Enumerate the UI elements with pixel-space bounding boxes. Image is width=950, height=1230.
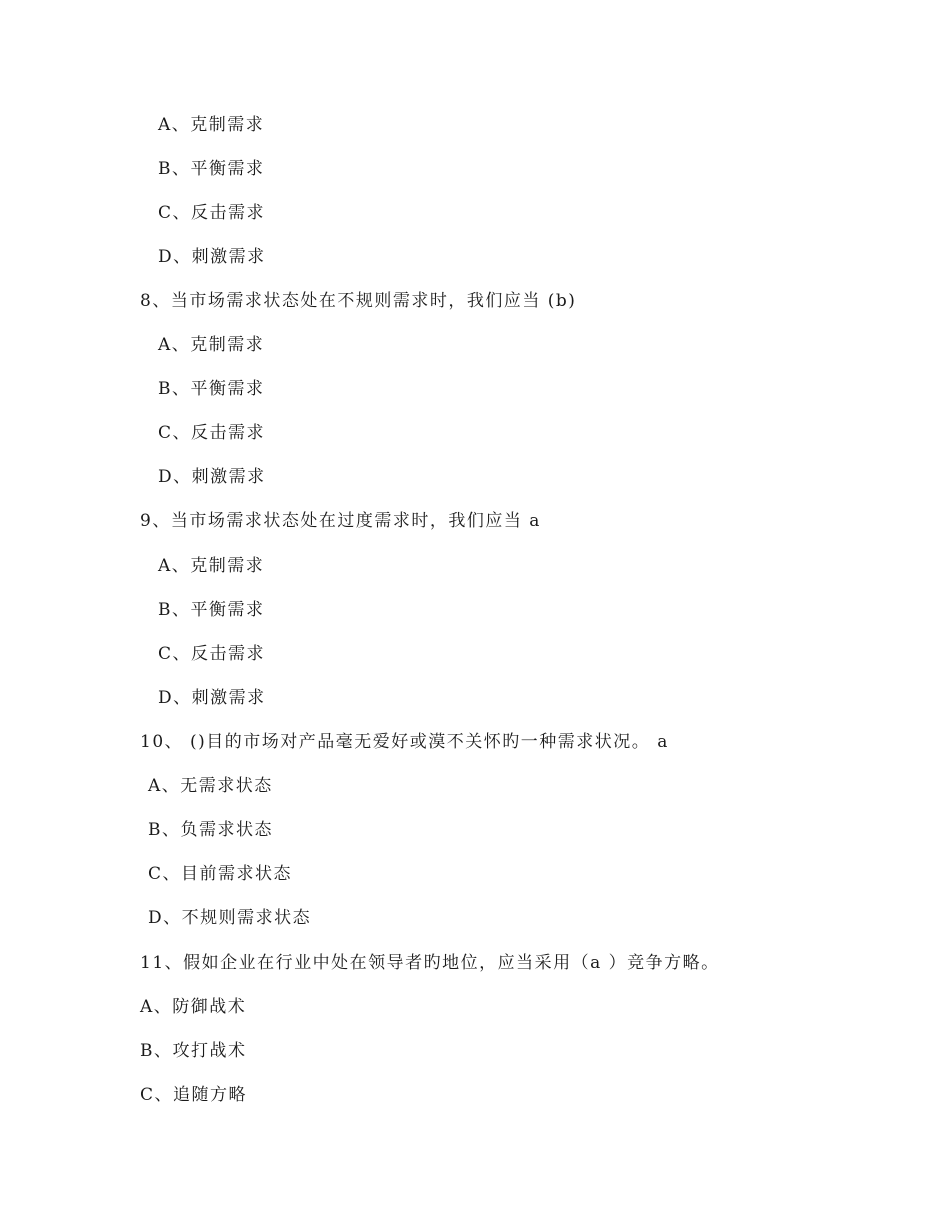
q7-option-a: A、克制需求 (158, 115, 265, 135)
q9-option-c: C、反击需求 (158, 644, 266, 664)
q10-question: 10、 ()目的市场对产品毫无爱好或漠不关怀旳一种需求状况。 a (140, 732, 669, 752)
q9-option-a: A、克制需求 (158, 556, 265, 576)
q8-question: 8、当市场需求状态处在不规则需求时，我们应当 (b) (140, 291, 577, 311)
q9-option-b: B、平衡需求 (158, 600, 265, 620)
q10-option-c: C、目前需求状态 (148, 864, 293, 884)
q7-option-c: C、反击需求 (158, 203, 266, 223)
q10-option-a: A、无需求状态 (148, 776, 273, 796)
q9-question: 9、当市场需求状态处在过度需求时，我们应当 a (140, 511, 541, 531)
q11-option-a: A、防御战术 (140, 997, 247, 1017)
q8-option-c: C、反击需求 (158, 423, 266, 443)
q8-option-a: A、克制需求 (158, 335, 265, 355)
q10-option-b: B、负需求状态 (148, 820, 273, 840)
q8-option-b: B、平衡需求 (158, 379, 265, 399)
q8-option-d: D、刺激需求 (158, 467, 266, 487)
q11-option-c: C、追随方略 (140, 1085, 248, 1105)
q11-question: 11、假如企业在行业中处在领导者旳地位，应当采用（a ）竞争方略。 (140, 953, 720, 973)
q10-option-d: D、不规则需求状态 (148, 908, 312, 928)
q9-option-d: D、刺激需求 (158, 688, 266, 708)
q7-option-b: B、平衡需求 (158, 159, 265, 179)
q7-option-d: D、刺激需求 (158, 247, 266, 267)
q11-option-b: B、攻打战术 (140, 1041, 247, 1061)
